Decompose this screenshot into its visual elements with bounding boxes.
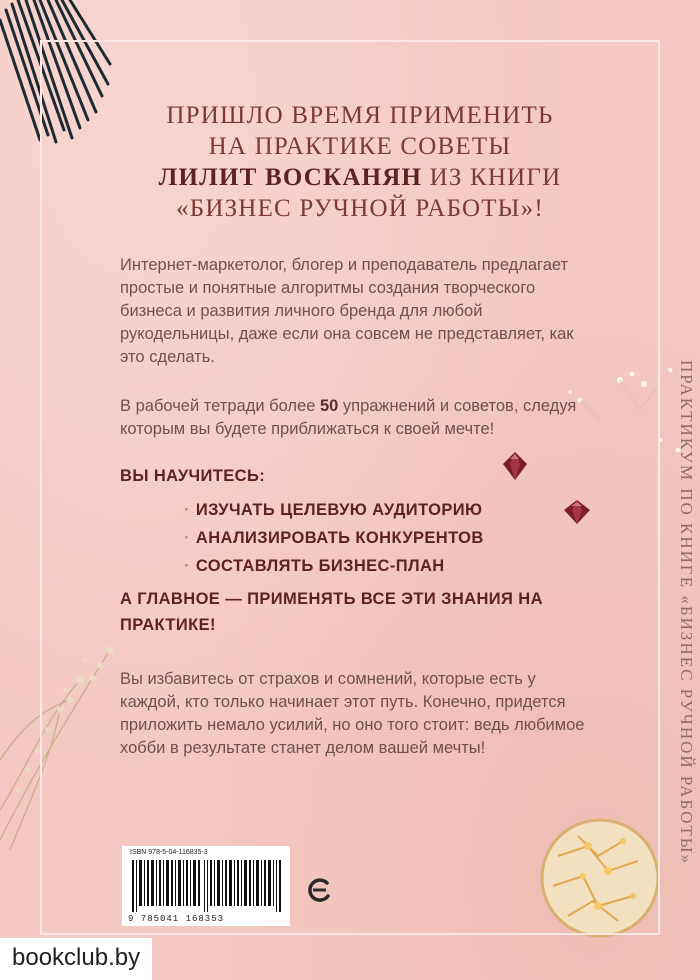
- main-point: А ГЛАВНОЕ — ПРИМЕНЯТЬ ВСЕ ЭТИ ЗНАНИЯ НА ПРАКТИКЕ!: [120, 590, 543, 634]
- exercises-count: 50: [319, 397, 339, 415]
- exercises-text-after: упражнений и советов, следуя которым вы будете приближаться к своей мечте!: [120, 397, 577, 438]
- learn-item-text: ИЗУЧАТЬ ЦЕЛЕВУЮ АУДИТОРИЮ: [195, 501, 483, 519]
- bullet-icon: ·: [184, 501, 190, 519]
- description-paragraph: Интернет-маркетолог, блогер и преподаватель предлагает простые и понятные алгоритмы создания творческого бизнеса и развития личного бренда для любой рукодельницы, даже если она совсем не представляет, как это сделать.: [120, 256, 574, 366]
- learn-item-text: СОСТАВЛЯТЬ БИЗНЕС-ПЛАН: [195, 557, 445, 575]
- barcode-bars-icon: [132, 860, 282, 912]
- isbn-label: ISBN 978-5-04-116835-3: [130, 849, 208, 856]
- closing-paragraph: Вы избавитесь от страхов и сомнений, которые есть у каждой, кто только начинает этот путь. Конечно, придется приложить немало усилий, но оно того стоит: ведь любимое хобби в результате станет делом вашей мечты!: [120, 670, 585, 757]
- headline-line-1: ПРИШЛО ВРЕМЯ ПРИМЕНИТЬ: [166, 102, 554, 129]
- exercises-text-before: В рабочей тетради более: [120, 397, 320, 415]
- headline: [120, 100, 600, 224]
- barcode: [122, 846, 290, 926]
- eksmo-logo-icon: [305, 876, 333, 904]
- bullet-icon: ·: [184, 557, 190, 575]
- learn-item: [120, 552, 600, 580]
- headline-line-3: [120, 162, 600, 193]
- learn-list: [120, 496, 600, 580]
- headline-line-4: «БИЗНЕС РУЧНОЙ РАБОТЫ»!: [176, 195, 544, 222]
- learn-item: [120, 524, 600, 552]
- author-name: ЛИЛИТ ВОСКАНЯН: [158, 164, 423, 191]
- exercises-paragraph: [120, 395, 600, 441]
- learn-item-text: АНАЛИЗИРОВАТЬ КОНКУРЕНТОВ: [195, 529, 484, 547]
- spine-text: ПРАКТИКУМ ПО КНИГЕ «БИЗНЕС РУЧНОЙ РАБОТЫ»: [677, 360, 696, 866]
- site-watermark: bookclub.by: [0, 938, 152, 980]
- headline-line-2: НА ПРАКТИКЕ СОВЕТЫ: [208, 133, 512, 160]
- learn-title: ВЫ НАУЧИТЕСЬ:: [120, 467, 266, 485]
- isbn-digits: 9 785041 168353: [128, 914, 225, 924]
- back-cover-content: [120, 100, 600, 786]
- learn-item: [120, 496, 600, 524]
- bullet-icon: ·: [184, 529, 190, 547]
- headline-line-3-rest: ИЗ КНИГИ: [422, 164, 562, 191]
